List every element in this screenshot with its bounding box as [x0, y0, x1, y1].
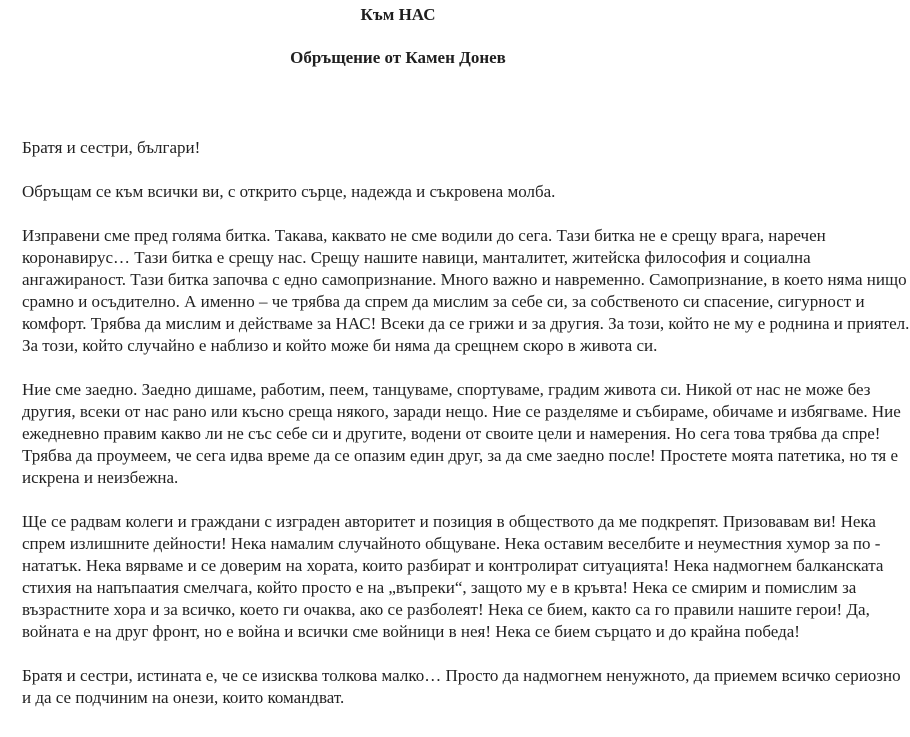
paragraph-together: Ние сме заедно. Заедно дишаме, работим, пеем, танцуваме, спортуваме, градим живота си. Никой от нас не може без другия, всеки от нас рано или късно среща някого, заради нещо. Ние се разделяме и събираме, обичаме и избягваме. Ние ежедневно правим какво ли не със себе си и другите, водени от своите цели и намерения. Но сега това трябва да спре! Трябва да проумеем, че сега идва време да се опазим един друг, за да сме заедно после! Простете моята патетика, но тя е искрена и неизбежна.: [22, 380, 901, 487]
paragraph-closing: Братя и сестри, истината е, че се изисква толкова малко… Просто да надмогнем ненужното, да приемем всичко сериозно и да се подчиним на онези, които командват.: [22, 666, 901, 707]
page-subtitle: Обръщение от Камен Донев: [290, 48, 506, 67]
paragraph-intro: Обръщам се към всички ви, с открито сърце, надежда и съкровена молба.: [22, 182, 556, 201]
page-title: Към НАС: [360, 5, 436, 24]
paragraph-greeting: Братя и сестри, българи!: [22, 138, 201, 157]
article-body: [22, 137, 910, 731]
paragraph-appeal: Ще се радвам колеги и граждани с изграден авторитет и позиция в обществото да ме подкрепят. Призовавам ви! Нека спрем излишните дейности! Нека намалим случайното общуване. Нека оставим веселбите и неуместния хумор за по - нататък. Нека вярваме и се доверим на хората, които разбират и контролират ситуацията! Нека надмогнем балканската стихия на напъпаатия смелчага, който просто е на „въпреки“, защото му е в кръвта! Нека се смирим и помислим за възрастните хора и за всичко, което ги очаква, ако се разболеят! Нека се бием, както са го правили нашите герои! Да, войната е на друг фронт, но е война и всички сме войници в нея! Нека се бием сърцато и до крайна победа!: [22, 512, 884, 641]
paragraph-battle: Изправени сме пред голяма битка. Такава, каквато не сме водили до сега. Тази битка не е срещу врага, наречен коронавирус… Тази битка е срещу нас. Срещу нашите навици, манталитет, житейска философия и социална ангажираност. Тази битка започва с едно самопризнание. Много важно и навременно. Самопризнание, в което няма нищо срамно и осъдително. А именно – че трябва да спрем да мислим за себе си, за собственото си спасение, сигурност и комфорт. Трябва да мислим и действаме за НАС! Всеки да се грижи и за другия. За този, който не му е роднина и приятел. За този, който случайно е наблизо и който може би няма да срещнем скоро в живота си.: [22, 226, 910, 355]
